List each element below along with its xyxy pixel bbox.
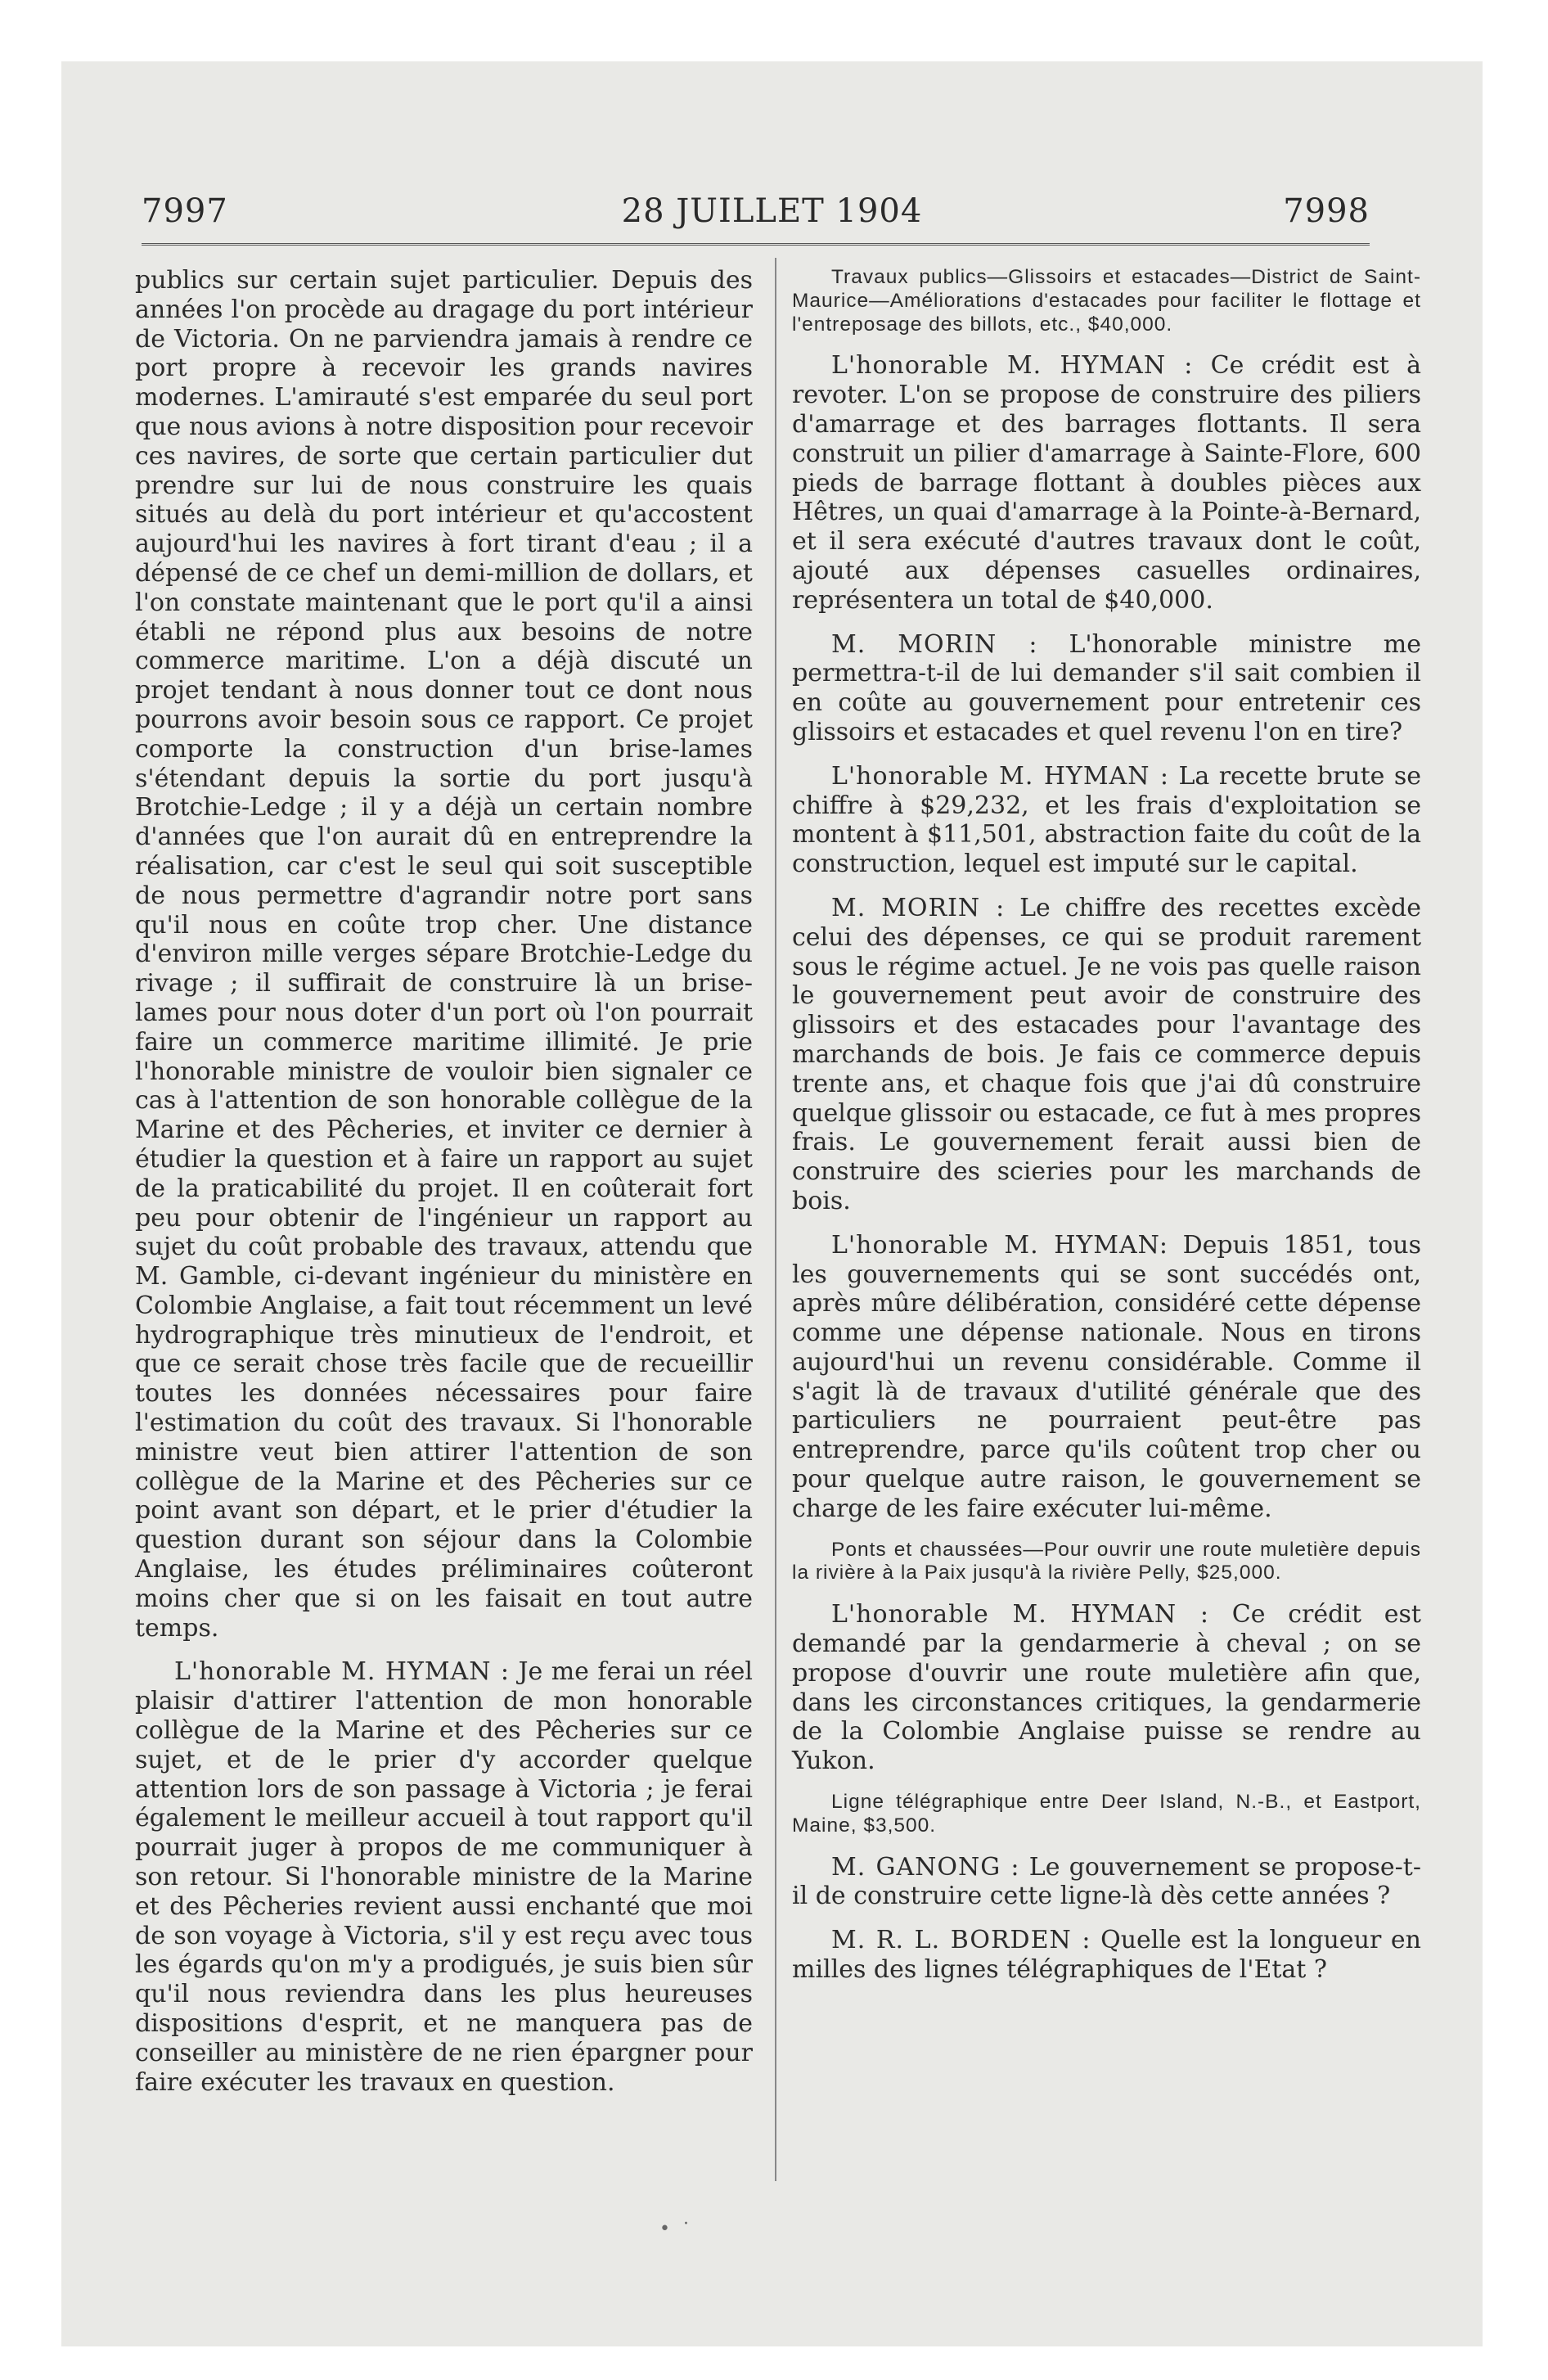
speck-mark: • bbox=[659, 2219, 670, 2239]
speech bbox=[792, 351, 1421, 615]
speck-mark: · bbox=[683, 2214, 689, 2234]
budget-item: Ligne télégraphique entre Deer Island, N.-B., et Eastport, Maine, $3,500. bbox=[792, 1791, 1421, 1837]
budget-item: Ponts et chaussées—Pour ouvrir une route muletière depuis la rivière à la Paix jusqu'à la rivière Pelly, $25,000. bbox=[792, 1538, 1421, 1584]
speaker-name: L'honorable M. HYMAN : bbox=[831, 761, 1170, 791]
speech bbox=[792, 630, 1421, 747]
page-number-left: 7997 bbox=[142, 192, 228, 230]
page-header bbox=[61, 192, 1483, 233]
page-number-right: 7998 bbox=[1283, 192, 1370, 230]
speech bbox=[792, 1231, 1421, 1524]
speaker-name: M. MORIN : bbox=[831, 893, 1006, 922]
speech-text: Quelle est la longueur en milles des lignes télégraphiques de l'Etat ? bbox=[792, 1926, 1421, 1985]
paragraph: publics sur certain sujet particulier. Depuis des années l'on procède au dragage du port intérieur de Victoria. On ne parviendra jamais à rendre ce port propre à recevoir les grands navires modernes. L'amirauté s'est emparée du seul port que nous avions à notre disposition pour recevoir ces navires, de sorte que certain particulier dut prendre sur lui de nous construire les quais situés au delà du port intérieur et qu'accostent aujourd'hui les navires à fort tirant d'eau ; il a dépensé de ce chef un demi-million de dollars, et l'on constate maintenant que le port qu'il a ainsi établi ne répond plus aux besoins de notre commerce maritime. L'on a déjà discuté un projet tendant à nous donner tout ce dont nous pourrons avoir besoin sous ce rapport. Ce projet comporte la construction d'un brise-lames s'étendant depuis la sortie du port jusqu'à Brotchie-Ledge ; il y a déjà un certain nombre d'années que l'on aurait dû en entreprendre la réalisation, car c'est le seul qui soit susceptible de nous permettre d'agrandir notre port sans qu'il nous en coûte trop cher. Une distance d'environ mille verges sépare Brotchie-Ledge du rivage ; il suffirait de construire là un brise-lames pour nous doter d'un port où l'on pourrait faire un commerce maritime illimité. Je prie l'honorable ministre de vouloir bien signaler ce cas à l'attention de son honorable collègue de la Marine et des Pêcheries, et inviter ce dernier à étudier la question et à faire un rapport au sujet de la praticabilité du projet. Il en coûterait fort peu pour obtenir de l'ingénieur un rapport au sujet du coût probable des travaux, attendu que M. Gamble, ci-devant ingénieur du ministère en Colombie Anglaise, a fait tout récemment un levé hydrographique très minutieux de l'endroit, et que ce serait chose très facile que de recueillir toutes les données nécessaires pour faire l'estimation du coût des travaux. Si l'honorable ministre veut bien attirer l'attention de son collègue de la Marine et des Pêcheries sur ce point avant son départ, et le prier d'étudier la question durant son séjour dans la Colombie Anglaise, les études préliminaires coûteront moins cher que si on les faisait en tout autre temps. bbox=[135, 266, 753, 1643]
speech-text: Le chiffre des recettes excède celui des dépenses, ce qui se produit rarement sous le régime actuel. Je ne vois pas quelle raison le gouvernement peut avoir de construire des glissoirs et des estacades pour l'avantage des marchands de bois. Je fais ce commerce depuis trente ans, et chaque fois que j'ai dû construire quelque glissoir ou estacade, ce fut à mes propres frais. Le gouvernement ferait aussi bien de construire des scieries pour les marchands de bois. bbox=[792, 893, 1421, 1215]
left-column bbox=[135, 266, 753, 2097]
speech-text: Le gouvernement se propose-t-il de construire cette ligne-là dès cette années ? bbox=[792, 1852, 1421, 1911]
speech bbox=[792, 1853, 1421, 1912]
speaker-name: L'honorable M. HYMAN : bbox=[831, 351, 1194, 381]
speaker-name: M. GANONG : bbox=[831, 1852, 1020, 1882]
speech bbox=[792, 762, 1421, 879]
speech bbox=[135, 1657, 753, 2097]
speaker-name: L'honorable M. HYMAN : bbox=[831, 1600, 1209, 1629]
speech bbox=[792, 1600, 1421, 1776]
speaker-name: M. R. L. BORDEN : bbox=[831, 1926, 1091, 1955]
speech bbox=[792, 1926, 1421, 1985]
speech-text: L'honorable ministre me permettra-t-il de lui demander s'il sait combien il en coûte au gouvernement pour entretenir ces glissoirs et estacades et quel revenu l'on en tire? bbox=[792, 629, 1421, 746]
scanned-page bbox=[61, 61, 1483, 2346]
speaker-name: M. MORIN : bbox=[831, 629, 1038, 659]
page-date: 28 JUILLET 1904 bbox=[621, 192, 923, 230]
column-divider bbox=[775, 258, 776, 2181]
header-rule bbox=[142, 243, 1370, 246]
speech-text: Ce crédit est demandé par la gendarmerie à cheval ; on se propose d'ouvrir une route muletière afin que, dans les circonstances critiques, la gendarmerie de la Colombie Anglaise puisse se rendre au Yukon. bbox=[792, 1600, 1421, 1776]
right-column bbox=[792, 266, 1421, 1985]
speaker-name: L'honorable M. HYMAN : bbox=[174, 1657, 511, 1687]
speaker-name: L'honorable M. HYMAN: bbox=[831, 1230, 1168, 1260]
speech-text: La recette brute se chiffre à $29,232, et les frais d'exploitation se montent à $11,501, abstraction faite du coût de la construction, lequel est imputé sur le capital. bbox=[792, 761, 1421, 879]
speech-text: Ce crédit est à revoter. L'on se propose de construire des piliers d'amarrage et des barrages flottants. Il sera construit un pilier d'amarrage à Sainte-Flore, 600 pieds de barrage flottant à doubles pièces aux Hêtres, un quai d'amarrage à la Pointe-à-Bernard, et il sera exécuté d'autres travaux dont le coût, ajouté aux dépenses casuelles ordinaires, représentera un total de $40,000. bbox=[792, 351, 1421, 615]
speech-text: Depuis 1851, tous les gouvernements qui se sont succédés ont, après mûre délibération, considéré cette dépense comme une dépense nationale. Nous en tirons aujourd'hui un revenu considérable. Comme il s'agit là de travaux d'utilité générale que des particuliers ne pourraient peut-être pas entreprendre, parce qu'ils coûtent trop cher ou pour quelque autre raison, le gouvernement se charge de les faire exécuter lui-même. bbox=[792, 1230, 1421, 1523]
speech-text: Je me ferai un réel plaisir d'attirer l'attention de mon honorable collègue de la Marine et des Pêcheries sur ce sujet, et de le prier d'y accorder quelque attention lors de son passage à Victoria ; je ferai également le meilleur accueil à tout rapport qu'il pourrait juger à propos de me communiquer à son retour. Si l'honorable ministre de la Marine et des Pêcheries revient aussi enchanté que moi de son voyage à Victoria, s'il y est reçu avec tous les égards qu'on m'y a prodigués, je suis bien sûr qu'il nous reviendra dans les plus heureuses dispositions d'esprit, et ne manquera pas de conseiller au ministère de ne rien épargner pour faire exécuter les travaux en question. bbox=[135, 1657, 753, 2097]
speech bbox=[792, 894, 1421, 1216]
budget-item: Travaux publics—Glissoirs et estacades—District de Saint-Maurice—Améliorations d'estacades pour faciliter le flottage et l'entreposage des billots, etc., $40,000. bbox=[792, 266, 1421, 336]
